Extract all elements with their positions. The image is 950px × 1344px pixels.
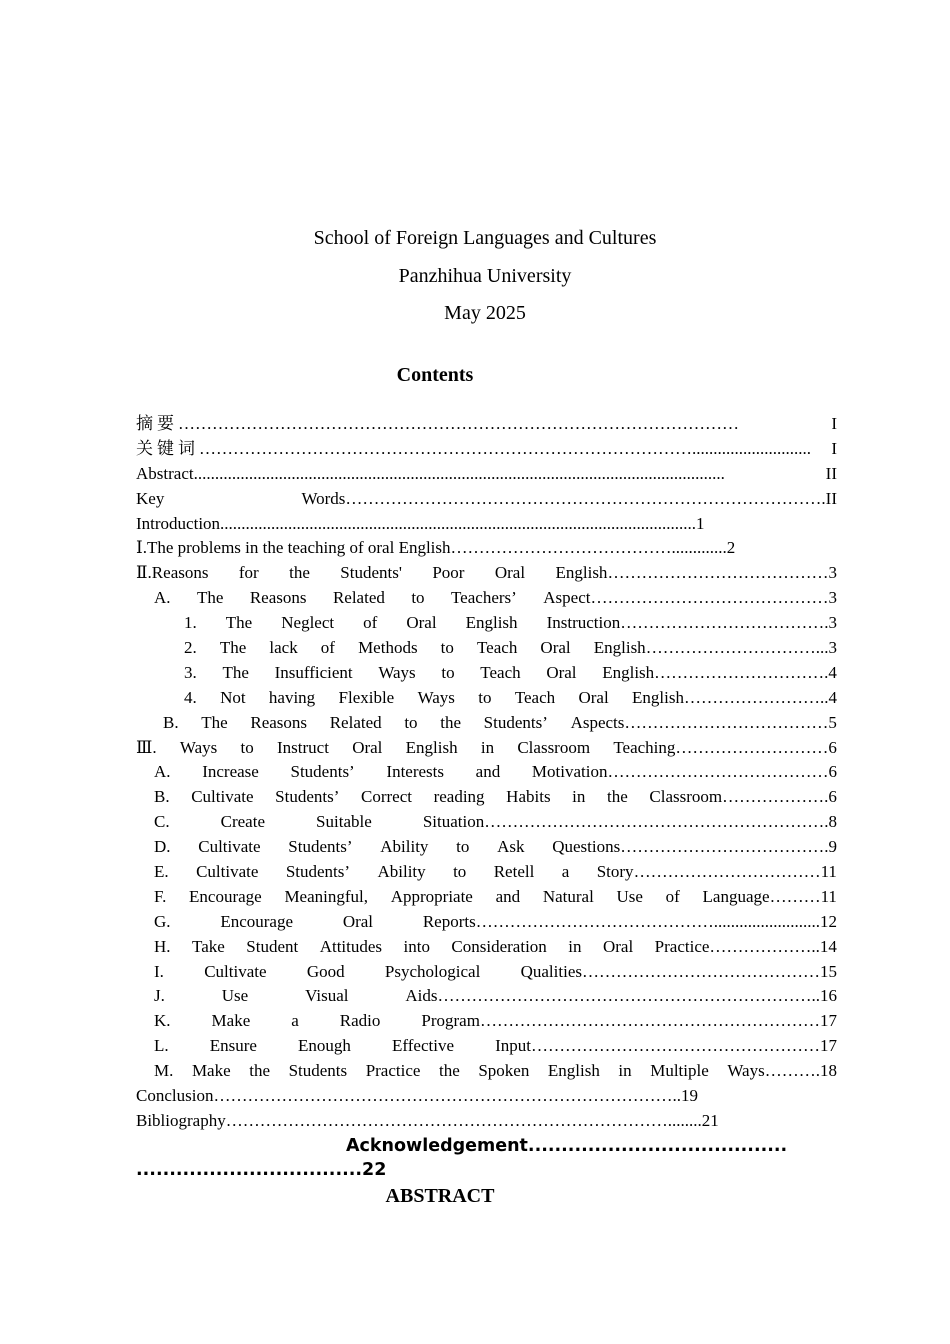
toc-entry-word: Reasons <box>249 588 307 608</box>
toc-entry-page: 3 <box>828 613 837 633</box>
toc-entry-word: Practice <box>654 936 710 956</box>
toc-entry-leader: ………………………………. <box>620 837 829 857</box>
toc-entry-word: Poor <box>432 563 465 583</box>
toc-entry-page: 14 <box>819 936 837 956</box>
toc-entry-word: Retell <box>493 862 535 882</box>
toc-entry-word: Oral <box>342 911 374 931</box>
toc-entry-word: Visual <box>305 986 349 1006</box>
toc-entry-word: Oral <box>578 687 609 707</box>
toc-entry-word: Ways <box>179 737 218 757</box>
toc-entry-page: 4 <box>828 662 837 682</box>
toc-entry-word: Students’ <box>290 762 355 782</box>
toc-entry-title: Introduction <box>136 513 221 533</box>
toc-entry-leader: …………………….. <box>683 687 829 707</box>
toc-entry-word: Appropriate <box>390 886 473 906</box>
toc-entry-leader: ……………………………………......................... <box>475 911 820 931</box>
toc-entry-word: E. <box>154 862 169 882</box>
toc-entry-leader: …………………………………………………… <box>479 1011 820 1031</box>
toc-entry-word: Multiple <box>650 1061 709 1081</box>
toc-entry-title: Abstract <box>136 463 194 483</box>
toc-entry-word: Spoken <box>478 1061 530 1081</box>
toc-entry-word: Practice <box>365 1061 421 1081</box>
toc-entry-word: in <box>618 1061 632 1081</box>
toc-entry[interactable] <box>136 412 837 437</box>
toc-entry-word: The <box>225 613 253 633</box>
toc-entry-leader: …………………………………………………………………………. <box>345 488 826 508</box>
toc-entry-word: the <box>289 563 310 583</box>
toc-entry-word: Students’ <box>275 787 340 807</box>
abstract-heading: ABSTRACT <box>385 1185 495 1207</box>
toc-entry-word: Take <box>192 936 225 956</box>
toc-entry-word: D. <box>154 837 171 857</box>
toc-entry-word: into <box>403 936 430 956</box>
toc-entry-word: to <box>441 662 455 682</box>
toc-entry-leader: ……………………………………………………………………………............................ <box>199 438 811 458</box>
toc-entry-leader: ………. <box>764 1061 820 1081</box>
toc-entry-word: the <box>439 1061 460 1081</box>
toc-entry-word: Flexible <box>338 687 395 707</box>
toc-entry-leader: ……………….. <box>709 936 820 956</box>
toc-entry[interactable] <box>136 785 837 810</box>
toc-entry[interactable] <box>136 512 837 537</box>
toc-entry-word: F. <box>154 886 167 906</box>
toc-entry[interactable] <box>136 536 837 561</box>
toc-entry-word: English <box>405 737 458 757</box>
toc-entry-word: Classroom <box>517 737 591 757</box>
toc-entry-page: 3 <box>828 638 837 658</box>
toc-entry-word: Cultivate <box>204 961 267 981</box>
toc-entry-word: Increase <box>202 762 259 782</box>
toc-entry-word: to <box>456 837 470 857</box>
toc-entry-page: I <box>831 414 837 433</box>
toc-entry-word: and <box>495 886 521 906</box>
toc-entry-page: 3 <box>828 563 837 583</box>
toc-entry-word: Methods <box>358 638 418 658</box>
thesis-date: May 2025 <box>444 302 526 324</box>
acknowledgement-line-2: ..................................22 <box>136 1160 387 1180</box>
toc-entry-word: Make <box>191 1061 231 1081</box>
toc-entry[interactable] <box>136 1109 837 1134</box>
toc-entry-page: 6 <box>828 762 837 782</box>
toc-entry-leader: …………………………………… <box>590 588 829 608</box>
toc-entry-word: Psychological <box>384 961 481 981</box>
toc-entry-page: 16 <box>820 986 837 1006</box>
toc-entry[interactable] <box>136 711 837 736</box>
toc-entry-leader: ………………. <box>722 787 829 807</box>
toc-entry-word: Effective <box>392 1036 455 1056</box>
toc-entry[interactable] <box>136 636 837 661</box>
toc-entry-word: Teachers’ <box>450 588 517 608</box>
toc-entry-word: I. <box>154 961 164 981</box>
toc-entry-word: The <box>196 588 224 608</box>
toc-entry-word: Insufficient <box>274 662 353 682</box>
toc-entry-page: 11 <box>820 862 837 882</box>
toc-entry-word: Ask <box>497 837 525 857</box>
toc-entry[interactable] <box>136 935 837 960</box>
toc-entry-word: Aspects <box>570 712 625 732</box>
toc-entry[interactable] <box>136 835 837 860</box>
toc-entry-word: The <box>219 638 247 658</box>
toc-entry-word: Qualities <box>520 961 582 981</box>
toc-entry-word: Habits <box>506 787 551 807</box>
toc-entry-page: II <box>825 463 837 483</box>
toc-entry-word: to <box>411 588 425 608</box>
contents-heading: Contents <box>396 364 474 386</box>
toc-entry-word: to <box>240 737 254 757</box>
toc-entry[interactable] <box>136 1034 837 1059</box>
toc-entry-word: Ways <box>378 662 416 682</box>
toc-entry[interactable] <box>136 1059 837 1084</box>
toc-entry-page: 8 <box>828 812 837 832</box>
toc-entry-word: of <box>320 638 335 658</box>
toc-entry-leader: ............................................................................................................................. <box>193 463 725 483</box>
toc-entry-word: English <box>547 1061 600 1081</box>
toc-entry-word: a <box>291 1011 299 1031</box>
toc-entry-page: II <box>825 488 837 508</box>
toc-entry[interactable] <box>136 910 837 935</box>
toc-entry-word: Interests <box>386 762 444 782</box>
toc-entry-word: Teach <box>514 687 556 707</box>
toc-entry[interactable] <box>136 960 837 985</box>
toc-entry-word: Students’ <box>288 837 353 857</box>
toc-entry-word: Cultivate <box>198 837 261 857</box>
toc-entry-page: I <box>831 438 837 458</box>
toc-entry-word: Reasons <box>250 712 308 732</box>
toc-entry-leader: ……………………………………………………. <box>484 812 829 832</box>
toc-entry-word: Create <box>220 812 265 832</box>
toc-entry-page: 3 <box>828 588 837 608</box>
toc-entry-word: Cultivate <box>191 787 254 807</box>
toc-entry-page: 11 <box>820 886 837 906</box>
toc-entry-word: Radio <box>339 1011 381 1031</box>
toc-entry-word: Ⅱ.Reasons <box>136 563 209 583</box>
toc-entry-word: a <box>561 862 570 882</box>
toc-entry-word: Program <box>421 1011 480 1031</box>
toc-entry-word: the <box>440 712 461 732</box>
toc-entry-page: 1 <box>696 513 705 533</box>
toc-entry-acknowledgement[interactable] <box>136 1134 836 1182</box>
toc-entry[interactable] <box>136 487 837 512</box>
toc-entry-leader: ……………………………………………………………………………………… <box>178 414 739 433</box>
toc-entry[interactable] <box>136 686 837 711</box>
toc-entry-word: Motivation <box>531 762 608 782</box>
toc-entry-word: Neglect <box>281 613 335 633</box>
toc-entry-word: Aspect <box>543 588 591 608</box>
toc-entry-word: Instruction <box>546 613 621 633</box>
toc-entry-word: Students’ <box>483 712 548 732</box>
toc-entry-word: B. <box>154 787 170 807</box>
toc-entry-word: the <box>249 1061 270 1081</box>
toc-entry-word: the <box>607 787 628 807</box>
toc-entry-word: Suitable <box>316 812 372 832</box>
toc-entry-word: Oral <box>406 613 437 633</box>
toc-entry-page: 5 <box>828 712 837 732</box>
toc-entry-leader: …………………………………… <box>582 961 820 981</box>
toc-entry-word: Ensure <box>209 1036 257 1056</box>
toc-entry-word: Oral <box>352 737 383 757</box>
toc-entry-word: Students' <box>340 563 402 583</box>
toc-entry-word: Story <box>596 862 634 882</box>
toc-entry-word: to <box>478 687 492 707</box>
toc-entry-page: 4 <box>828 687 837 707</box>
toc-entry-page: 17 <box>819 1011 837 1031</box>
toc-entry-word: Make <box>211 1011 251 1031</box>
toc-entry-word: in <box>480 737 495 757</box>
toc-entry[interactable] <box>136 561 837 586</box>
toc-entry-word: Questions <box>552 837 621 857</box>
toc-entry-word: 1. <box>184 613 197 633</box>
toc-entry-word: Oral <box>602 936 634 956</box>
toc-entry-word: Classroom <box>649 787 723 807</box>
toc-entry-word: Good <box>306 961 345 981</box>
toc-entry[interactable] <box>136 860 837 885</box>
toc-entry[interactable] <box>136 437 837 462</box>
toc-entry-page: 17 <box>820 1036 837 1056</box>
toc-entry-word: Words <box>301 488 346 508</box>
toc-entry[interactable] <box>136 586 837 611</box>
toc-entry-word: M. <box>154 1061 174 1081</box>
toc-entry-word: The <box>222 662 249 682</box>
toc-entry[interactable] <box>136 661 837 686</box>
university-name: Panzhihua University <box>398 265 572 287</box>
toc-entry-word: of <box>363 613 378 633</box>
toc-entry-word: Encourage <box>189 886 262 906</box>
toc-entry-word: A. <box>154 762 171 782</box>
toc-entry-leader: …………………………………………… <box>531 1036 820 1056</box>
toc-entry-word: Encourage <box>220 911 294 931</box>
school-name: School of Foreign Languages and Cultures <box>313 227 657 249</box>
toc-entry-page: 6 <box>828 737 837 757</box>
toc-entry[interactable] <box>136 760 837 785</box>
toc-entry-word: Aids <box>405 986 438 1006</box>
toc-entry-word: 2. <box>184 638 197 658</box>
toc-entry-word: Correct <box>360 787 412 807</box>
toc-entry-word: English <box>555 563 608 583</box>
toc-entry-title: 摘要 <box>136 414 178 433</box>
toc-entry-word: 3. <box>184 662 197 682</box>
toc-entry-word: G. <box>154 911 171 931</box>
toc-entry-leader: ................................................................................................................ <box>220 513 697 533</box>
toc-entry-word: Oral <box>546 662 577 682</box>
toc-entry-word: Oral <box>494 563 526 583</box>
toc-entry-word: K. <box>154 1011 171 1031</box>
toc-entry[interactable] <box>136 736 837 761</box>
toc-entry-word: Ways <box>727 1061 765 1081</box>
toc-entry-leader: ……… <box>769 886 821 906</box>
toc-entry-word: Student <box>246 936 299 956</box>
toc-entry-word: English <box>465 613 518 633</box>
toc-entry-word: Ability <box>380 837 429 857</box>
toc-entry-leader: …………………………. <box>654 662 829 682</box>
toc-entry-title: Ⅰ.The problems in the teaching of oral English <box>136 538 451 558</box>
toc-entry-word: 4. <box>184 687 197 707</box>
toc-entry-word: having <box>268 687 316 707</box>
toc-entry-title: Bibliography <box>136 1110 226 1130</box>
toc-entry-word: Enough <box>298 1036 351 1056</box>
toc-entry-word: English <box>632 687 684 707</box>
toc-entry-word: to <box>453 862 467 882</box>
toc-entry-page: 21 <box>701 1110 719 1130</box>
toc-entry-word: lack <box>269 638 298 658</box>
toc-entry-word: L. <box>154 1036 169 1056</box>
toc-entry-word: to <box>404 712 418 732</box>
toc-entry-word: Teach <box>480 662 521 682</box>
toc-entry-word: Related <box>332 588 385 608</box>
acknowledgement-line-1: Acknowledgement....................................... <box>346 1136 788 1156</box>
toc-entry-word: Ability <box>377 862 426 882</box>
toc-entry-word: The <box>201 712 228 732</box>
toc-entry-title: 关键词 <box>136 438 199 458</box>
toc-entry-leader: ……………………………………………………………………….. <box>213 1086 681 1106</box>
toc-entry-word: Key <box>136 488 165 508</box>
toc-entry[interactable] <box>136 984 837 1009</box>
toc-entry-word: Consideration <box>451 936 547 956</box>
toc-entry-word: Cultivate <box>196 862 259 882</box>
toc-entry-word: Teaching <box>613 737 676 757</box>
toc-entry-word: Attitudes <box>319 936 383 956</box>
toc-entry-word: in <box>568 936 582 956</box>
toc-entry-word: Teach <box>476 638 518 658</box>
toc-entry-word: Meaningful, <box>284 886 369 906</box>
toc-entry[interactable] <box>136 810 837 835</box>
toc-entry-leader: …………………………………............. <box>450 538 727 558</box>
toc-entry-page: 9 <box>828 837 837 857</box>
toc-entry-leader: ………………………………… <box>607 762 829 782</box>
toc-entry-word: Students <box>288 1061 348 1081</box>
toc-entry[interactable] <box>136 462 837 487</box>
toc-entry-page: 18 <box>819 1061 837 1081</box>
toc-entry-word: Input <box>495 1036 531 1056</box>
toc-entry-page: 15 <box>820 961 837 981</box>
toc-entry-word: Use <box>221 986 249 1006</box>
toc-entry-leader: ………………………………. <box>620 613 829 633</box>
table-of-contents <box>136 412 837 1134</box>
toc-entry-page: 6 <box>828 787 837 807</box>
toc-entry-word: Instruct <box>277 737 329 757</box>
toc-entry-word: to <box>440 638 454 658</box>
toc-entry-leader: ……………………………………………………………………........ <box>225 1110 702 1130</box>
toc-entry-word: Language <box>702 886 770 906</box>
toc-entry-word: A. <box>154 588 171 608</box>
toc-entry-word: Not <box>220 687 246 707</box>
toc-entry-word: Oral <box>540 638 571 658</box>
toc-entry-word: of <box>665 886 680 906</box>
toc-entry-word: in <box>572 787 586 807</box>
toc-entry-word: H. <box>154 936 171 956</box>
toc-entry-page: 2 <box>726 538 736 558</box>
toc-entry[interactable] <box>136 885 837 910</box>
toc-entry-page: 12 <box>819 911 837 931</box>
toc-entry[interactable] <box>136 1084 837 1109</box>
toc-entry-leader: ……………………… <box>675 737 829 757</box>
toc-entry-word: Related <box>329 712 382 732</box>
toc-entry-title: Conclusion <box>136 1086 214 1106</box>
toc-entry-word: C. <box>154 812 170 832</box>
toc-entry-word: reading <box>433 787 485 807</box>
toc-entry-word: for <box>238 563 259 583</box>
toc-entry[interactable] <box>136 1009 837 1034</box>
toc-entry-word: Use <box>616 886 643 906</box>
toc-entry-word: Situation <box>422 812 485 832</box>
toc-entry-leader: ………………………………………………………….. <box>437 986 820 1006</box>
toc-entry-word: English <box>593 638 646 658</box>
toc-entry-word: Ⅲ. <box>136 737 157 757</box>
toc-entry-word: and <box>475 762 501 782</box>
toc-entry-word: B. <box>163 712 179 732</box>
toc-entry-word: English <box>602 662 655 682</box>
toc-entry-word: Natural <box>542 886 594 906</box>
toc-entry-word: Students’ <box>285 862 351 882</box>
toc-entry-word: J. <box>154 986 165 1006</box>
toc-entry-leader: ………………………………… <box>607 563 829 583</box>
toc-entry[interactable] <box>136 611 837 636</box>
toc-entry-word: Ways <box>417 687 455 707</box>
toc-entry-leader: …………………………... <box>645 638 829 658</box>
toc-entry-page: 19 <box>680 1086 698 1106</box>
toc-entry-word: Reports <box>422 911 476 931</box>
toc-entry-leader: ……………………………… <box>624 712 829 732</box>
toc-entry-leader: …………………………… <box>633 862 821 882</box>
